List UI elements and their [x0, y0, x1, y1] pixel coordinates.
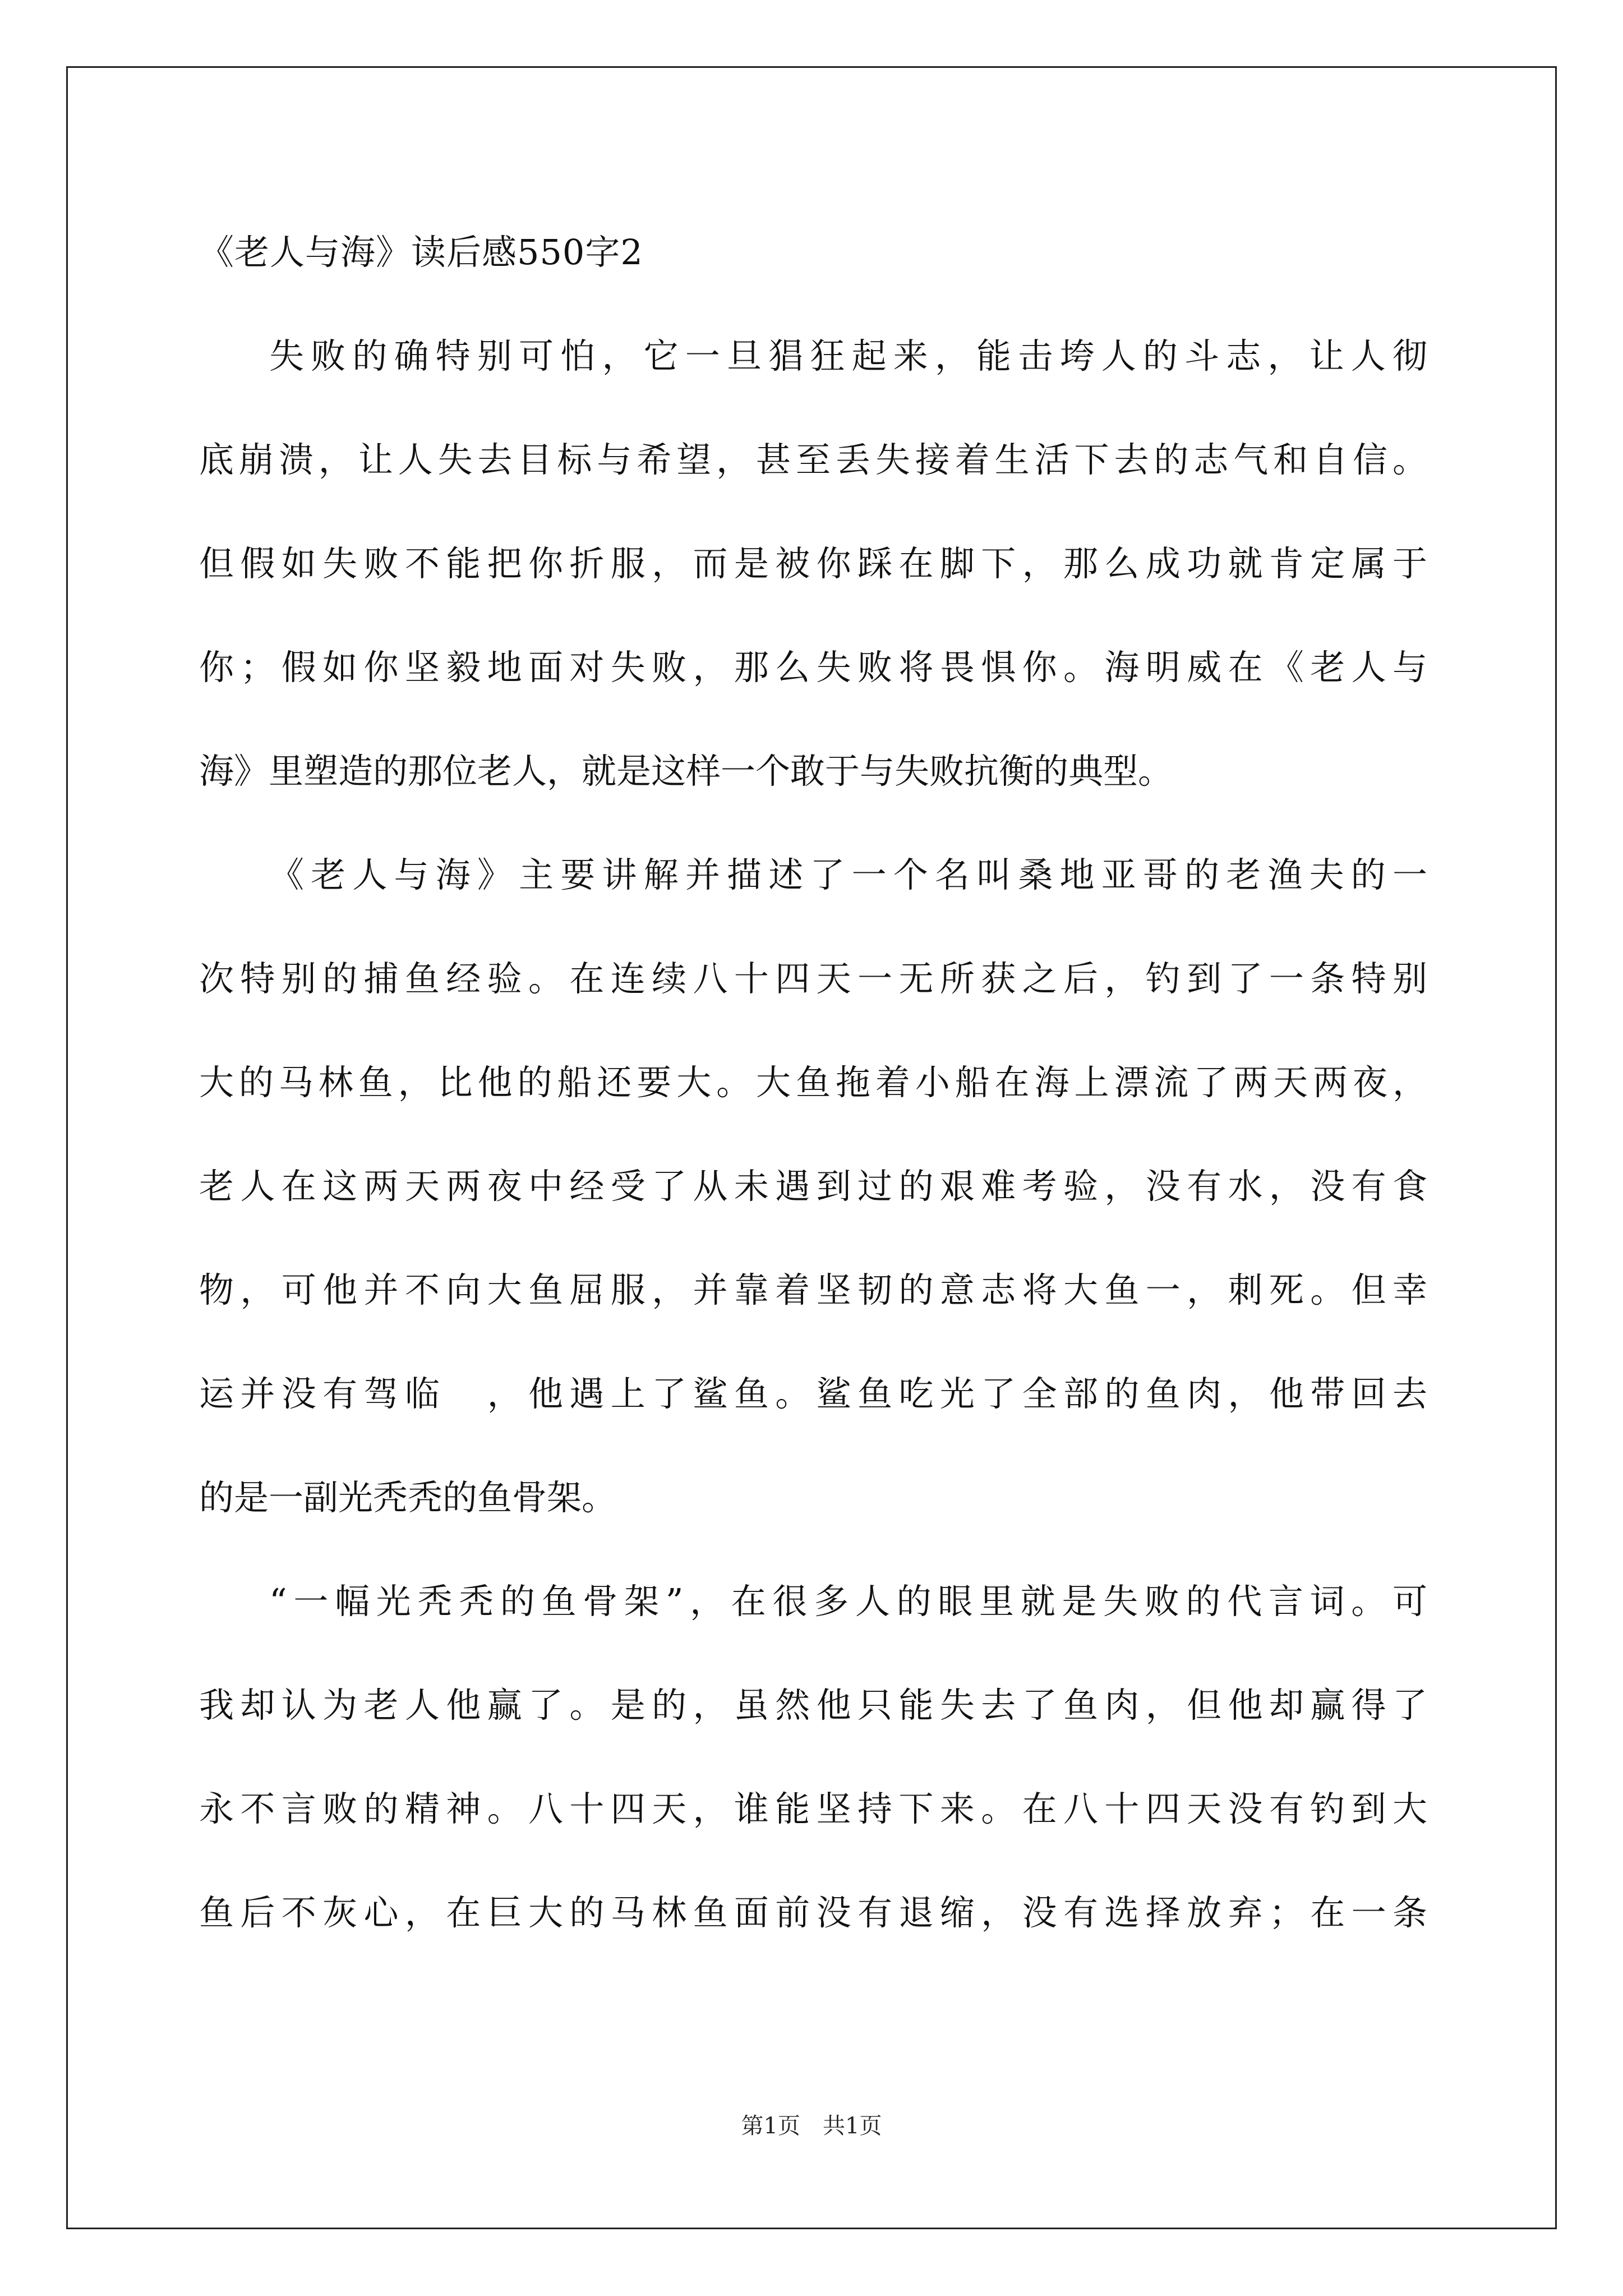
paragraph-1-line-5: 海》里塑造的那位老人，就是这样一个敢于与失败抗衡的典型。 [199, 751, 1173, 792]
paragraph-1-line-1: 失败的确特别可怕，它一旦猖狂起来，能击垮人的斗志，让人彻 [269, 335, 1427, 376]
paragraph-2-line-1: 《老人与海》主要讲解并描述了一个名叫桑地亚哥的老渔夫的一 [269, 854, 1427, 895]
page-number-footer: 第1页 共1页 [741, 2113, 882, 2139]
paragraph-1-line-3: 但假如失败不能把你折服，而是被你踩在脚下，那么成功就肯定属于 [199, 543, 1427, 584]
paragraph-3-line-1: “一幅光秃秃的鱼骨架”，在很多人的眼里就是失败的代言词。可 [269, 1581, 1427, 1622]
paragraph-1-line-2: 底崩溃，让人失去目标与希望，甚至丢失接着生活下去的志气和自信。 [199, 439, 1427, 480]
paragraph-1-line-4: 你；假如你坚毅地面对失败，那么失败将畏惧你。海明威在《老人与 [199, 647, 1427, 688]
paragraph-2-line-4: 老人在这两天两夜中经受了从未遇到过的艰难考验，没有水，没有食 [199, 1166, 1427, 1207]
paragraph-2-line-5: 物，可他并不向大鱼屈服，并靠着坚韧的意志将大鱼一，刺死。但幸 [199, 1269, 1427, 1310]
paragraph-2-line-6: 运并没有驾临 ，他遇上了鲨鱼。鲨鱼吃光了全部的鱼肉，他带回去 [199, 1373, 1427, 1414]
document-title: 《老人与海》读后感550字2 [199, 232, 643, 273]
paragraph-3-line-4: 鱼后不灰心，在巨大的马林鱼面前没有退缩，没有选择放弃；在一条 [199, 1892, 1427, 1933]
paragraph-2-line-2: 次特别的捕鱼经验。在连续八十四天一无所获之后，钓到了一条特别 [199, 958, 1427, 999]
paragraph-3-line-3: 永不言败的精神。八十四天，谁能坚持下来。在八十四天没有钓到大 [199, 1788, 1427, 1829]
paragraph-2-line-3: 大的马林鱼，比他的船还要大。大鱼拖着小船在海上漂流了两天两夜， [199, 1062, 1427, 1103]
paragraph-3-line-2: 我却认为老人他赢了。是的，虽然他只能失去了鱼肉，但他却赢得了 [199, 1685, 1427, 1726]
paragraph-2-line-7: 的是一副光秃秃的鱼骨架。 [199, 1477, 617, 1518]
